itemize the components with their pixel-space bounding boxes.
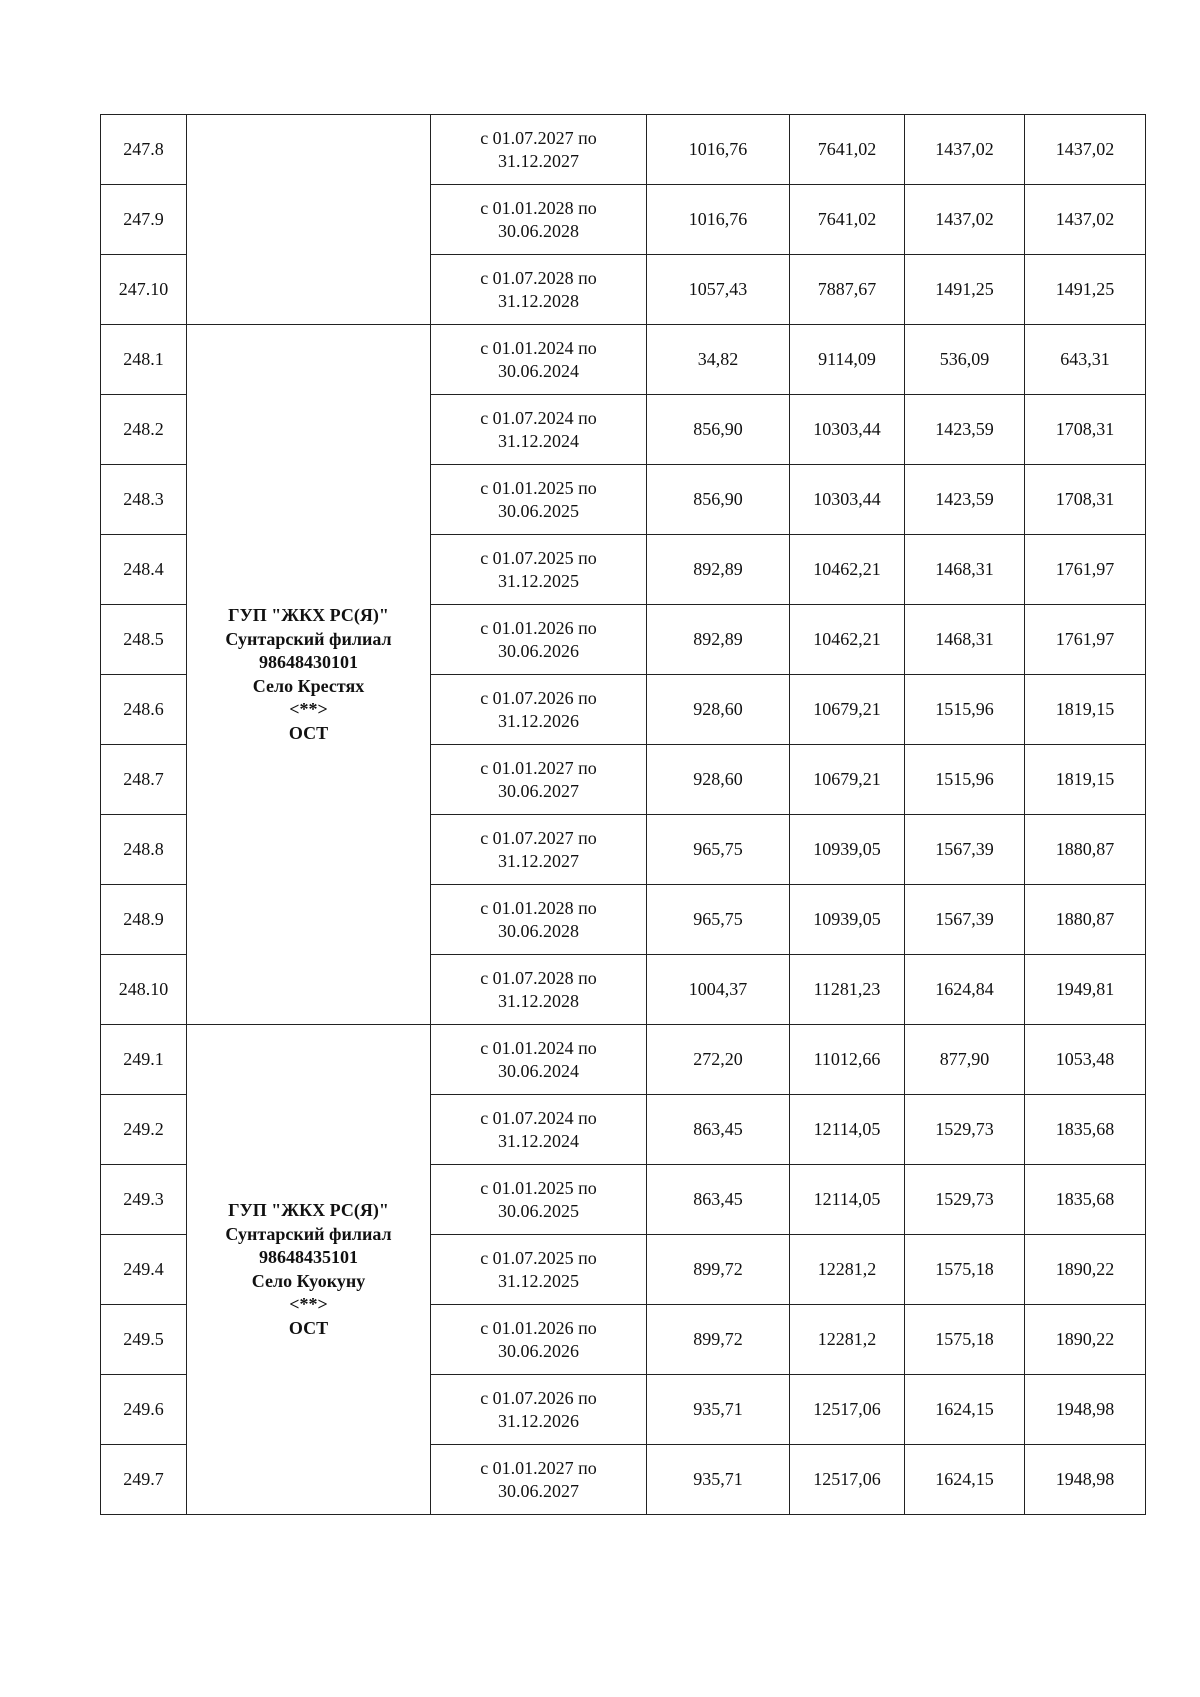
value-cell-v4: 1761,97 — [1025, 535, 1146, 605]
period-end: 31.12.2026 — [498, 1410, 579, 1431]
value-cell-v4: 1890,22 — [1025, 1235, 1146, 1305]
table-row — [101, 325, 1146, 395]
value-cell-v4: 1819,15 — [1025, 745, 1146, 815]
organization-line: 98648430101 — [259, 652, 358, 672]
period-start: с 01.07.2024 по — [480, 407, 597, 428]
value-cell-v3: 1423,59 — [905, 465, 1025, 535]
value-cell-v2: 10303,44 — [790, 465, 905, 535]
value-cell-v4: 1708,31 — [1025, 395, 1146, 465]
period-start: с 01.07.2027 по — [480, 827, 597, 848]
value-cell-v3: 877,90 — [905, 1025, 1025, 1095]
value-cell-v1: 272,20 — [647, 1025, 790, 1095]
value-cell-v2: 12281,2 — [790, 1305, 905, 1375]
value-cell-v3: 1437,02 — [905, 115, 1025, 185]
period-cell — [431, 675, 647, 745]
value-cell-v3: 1468,31 — [905, 605, 1025, 675]
period-cell — [431, 885, 647, 955]
value-cell-v1: 928,60 — [647, 675, 790, 745]
period-end: 30.06.2027 — [498, 780, 579, 801]
organization-line: Сунтарский филиал — [225, 628, 392, 649]
value-cell-v2: 11012,66 — [790, 1025, 905, 1095]
value-cell-v1: 863,45 — [647, 1165, 790, 1235]
value-cell-v2: 10939,05 — [790, 885, 905, 955]
value-cell-v3: 1437,02 — [905, 185, 1025, 255]
value-cell-v3: 1491,25 — [905, 255, 1025, 325]
organization-line: 98648435101 — [259, 1247, 358, 1267]
period-cell — [431, 465, 647, 535]
row-number-cell: 249.5 — [101, 1305, 187, 1375]
organization-line: ГУП "ЖКХ РС(Я)" — [228, 1200, 389, 1220]
row-number-cell: 248.7 — [101, 745, 187, 815]
organization-cell — [187, 115, 431, 325]
period-cell — [431, 1095, 647, 1165]
value-cell-v3: 536,09 — [905, 325, 1025, 395]
period-start: с 01.07.2025 по — [480, 1247, 597, 1268]
period-cell — [431, 1165, 647, 1235]
row-number-cell: 248.6 — [101, 675, 187, 745]
value-cell-v3: 1567,39 — [905, 815, 1025, 885]
period-cell — [431, 955, 647, 1025]
period-end: 31.12.2028 — [498, 290, 579, 311]
period-cell — [431, 815, 647, 885]
value-cell-v3: 1575,18 — [905, 1235, 1025, 1305]
value-cell-v4: 1890,22 — [1025, 1305, 1146, 1375]
value-cell-v2: 10939,05 — [790, 815, 905, 885]
value-cell-v4: 1948,98 — [1025, 1445, 1146, 1515]
period-cell — [431, 395, 647, 465]
value-cell-v4: 643,31 — [1025, 325, 1146, 395]
period-start: с 01.01.2028 по — [480, 197, 597, 218]
value-cell-v1: 892,89 — [647, 535, 790, 605]
organization-line: ОСТ — [288, 722, 329, 743]
period-cell — [431, 325, 647, 395]
period-start: с 01.01.2028 по — [480, 897, 597, 918]
period-start: с 01.01.2026 по — [480, 617, 597, 638]
period-end: 30.06.2028 — [498, 920, 579, 941]
row-number-cell: 249.4 — [101, 1235, 187, 1305]
period-end: 31.12.2026 — [498, 710, 579, 731]
value-cell-v3: 1575,18 — [905, 1305, 1025, 1375]
value-cell-v1: 965,75 — [647, 815, 790, 885]
organization-line: ГУП "ЖКХ РС(Я)" — [228, 605, 389, 625]
value-cell-v1: 1057,43 — [647, 255, 790, 325]
row-number-cell: 248.5 — [101, 605, 187, 675]
value-cell-v4: 1835,68 — [1025, 1095, 1146, 1165]
value-cell-v2: 12517,06 — [790, 1375, 905, 1445]
organization-line: Сунтарский филиал — [225, 1223, 392, 1244]
period-end: 30.06.2026 — [498, 640, 579, 661]
row-number-cell: 248.4 — [101, 535, 187, 605]
value-cell-v4: 1708,31 — [1025, 465, 1146, 535]
row-number-cell: 249.1 — [101, 1025, 187, 1095]
period-end: 31.12.2025 — [498, 1270, 579, 1291]
value-cell-v3: 1515,96 — [905, 745, 1025, 815]
row-number-cell: 248.9 — [101, 885, 187, 955]
organization-cell — [187, 325, 431, 1025]
value-cell-v3: 1624,15 — [905, 1375, 1025, 1445]
period-cell — [431, 605, 647, 675]
row-number-cell: 248.8 — [101, 815, 187, 885]
value-cell-v1: 899,72 — [647, 1305, 790, 1375]
value-cell-v2: 10303,44 — [790, 395, 905, 465]
period-end: 31.12.2024 — [498, 430, 579, 451]
value-cell-v2: 9114,09 — [790, 325, 905, 395]
organization-line: Село Крестях — [252, 675, 365, 696]
row-number-cell: 249.3 — [101, 1165, 187, 1235]
value-cell-v3: 1515,96 — [905, 675, 1025, 745]
row-number-cell: 247.9 — [101, 185, 187, 255]
table-row — [101, 1025, 1146, 1095]
value-cell-v4: 1949,81 — [1025, 955, 1146, 1025]
value-cell-v3: 1624,15 — [905, 1445, 1025, 1515]
period-end: 31.12.2027 — [498, 150, 579, 171]
value-cell-v1: 935,71 — [647, 1375, 790, 1445]
value-cell-v1: 863,45 — [647, 1095, 790, 1165]
organization-line: ОСТ — [288, 1317, 329, 1338]
period-start: с 01.01.2024 по — [480, 1037, 597, 1058]
period-end: 31.12.2024 — [498, 1130, 579, 1151]
value-cell-v1: 899,72 — [647, 1235, 790, 1305]
value-cell-v3: 1567,39 — [905, 885, 1025, 955]
value-cell-v3: 1529,73 — [905, 1165, 1025, 1235]
value-cell-v4: 1880,87 — [1025, 815, 1146, 885]
value-cell-v1: 892,89 — [647, 605, 790, 675]
value-cell-v1: 935,71 — [647, 1445, 790, 1515]
period-end: 30.06.2027 — [498, 1480, 579, 1501]
period-start: с 01.01.2025 по — [480, 477, 597, 498]
value-cell-v1: 928,60 — [647, 745, 790, 815]
period-end: 30.06.2025 — [498, 1200, 579, 1221]
period-end: 30.06.2028 — [498, 220, 579, 241]
organization-line: Село Куокуну — [251, 1270, 366, 1291]
value-cell-v2: 11281,23 — [790, 955, 905, 1025]
row-number-cell: 248.10 — [101, 955, 187, 1025]
row-number-cell: 247.8 — [101, 115, 187, 185]
value-cell-v2: 10462,21 — [790, 535, 905, 605]
row-number-cell: 248.1 — [101, 325, 187, 395]
period-end: 31.12.2027 — [498, 850, 579, 871]
period-start: с 01.01.2027 по — [480, 1457, 597, 1478]
value-cell-v2: 7887,67 — [790, 255, 905, 325]
period-start: с 01.07.2025 по — [480, 547, 597, 568]
value-cell-v3: 1468,31 — [905, 535, 1025, 605]
tariff-table — [100, 114, 1146, 1515]
value-cell-v4: 1880,87 — [1025, 885, 1146, 955]
period-end: 31.12.2028 — [498, 990, 579, 1011]
period-end: 31.12.2025 — [498, 570, 579, 591]
value-cell-v4: 1437,02 — [1025, 115, 1146, 185]
period-cell — [431, 255, 647, 325]
organization-line: <**> — [289, 699, 328, 719]
table-body — [101, 115, 1146, 1515]
period-cell — [431, 535, 647, 605]
value-cell-v2: 12114,05 — [790, 1165, 905, 1235]
value-cell-v2: 10462,21 — [790, 605, 905, 675]
value-cell-v1: 34,82 — [647, 325, 790, 395]
value-cell-v2: 7641,02 — [790, 115, 905, 185]
period-start: с 01.07.2026 по — [480, 687, 597, 708]
value-cell-v3: 1529,73 — [905, 1095, 1025, 1165]
row-number-cell: 248.2 — [101, 395, 187, 465]
value-cell-v4: 1948,98 — [1025, 1375, 1146, 1445]
value-cell-v1: 1016,76 — [647, 185, 790, 255]
value-cell-v2: 12281,2 — [790, 1235, 905, 1305]
period-start: с 01.07.2026 по — [480, 1387, 597, 1408]
value-cell-v1: 856,90 — [647, 395, 790, 465]
value-cell-v1: 965,75 — [647, 885, 790, 955]
value-cell-v1: 1004,37 — [647, 955, 790, 1025]
value-cell-v1: 856,90 — [647, 465, 790, 535]
value-cell-v3: 1624,84 — [905, 955, 1025, 1025]
value-cell-v4: 1491,25 — [1025, 255, 1146, 325]
period-start: с 01.07.2028 по — [480, 967, 597, 988]
value-cell-v2: 7641,02 — [790, 185, 905, 255]
value-cell-v4: 1053,48 — [1025, 1025, 1146, 1095]
value-cell-v2: 10679,21 — [790, 745, 905, 815]
value-cell-v4: 1761,97 — [1025, 605, 1146, 675]
period-cell — [431, 1235, 647, 1305]
value-cell-v2: 10679,21 — [790, 675, 905, 745]
period-end: 30.06.2025 — [498, 500, 579, 521]
period-cell — [431, 1025, 647, 1095]
period-start: с 01.01.2027 по — [480, 757, 597, 778]
period-cell — [431, 1445, 647, 1515]
row-number-cell: 247.10 — [101, 255, 187, 325]
period-cell — [431, 745, 647, 815]
value-cell-v4: 1437,02 — [1025, 185, 1146, 255]
period-cell — [431, 1305, 647, 1375]
period-start: с 01.01.2026 по — [480, 1317, 597, 1338]
period-cell — [431, 185, 647, 255]
table-row — [101, 115, 1146, 185]
period-end: 30.06.2024 — [498, 360, 579, 381]
period-end: 30.06.2026 — [498, 1340, 579, 1361]
organization-cell — [187, 1025, 431, 1515]
value-cell-v4: 1835,68 — [1025, 1165, 1146, 1235]
period-start: с 01.07.2028 по — [480, 267, 597, 288]
row-number-cell: 249.2 — [101, 1095, 187, 1165]
period-start: с 01.01.2024 по — [480, 337, 597, 358]
row-number-cell: 249.7 — [101, 1445, 187, 1515]
value-cell-v2: 12114,05 — [790, 1095, 905, 1165]
organization-line: <**> — [289, 1294, 328, 1314]
row-number-cell: 248.3 — [101, 465, 187, 535]
period-start: с 01.07.2027 по — [480, 127, 597, 148]
period-end: 30.06.2024 — [498, 1060, 579, 1081]
value-cell-v2: 12517,06 — [790, 1445, 905, 1515]
value-cell-v3: 1423,59 — [905, 395, 1025, 465]
period-start: с 01.01.2025 по — [480, 1177, 597, 1198]
period-cell — [431, 1375, 647, 1445]
period-cell — [431, 115, 647, 185]
period-start: с 01.07.2024 по — [480, 1107, 597, 1128]
value-cell-v1: 1016,76 — [647, 115, 790, 185]
row-number-cell: 249.6 — [101, 1375, 187, 1445]
value-cell-v4: 1819,15 — [1025, 675, 1146, 745]
